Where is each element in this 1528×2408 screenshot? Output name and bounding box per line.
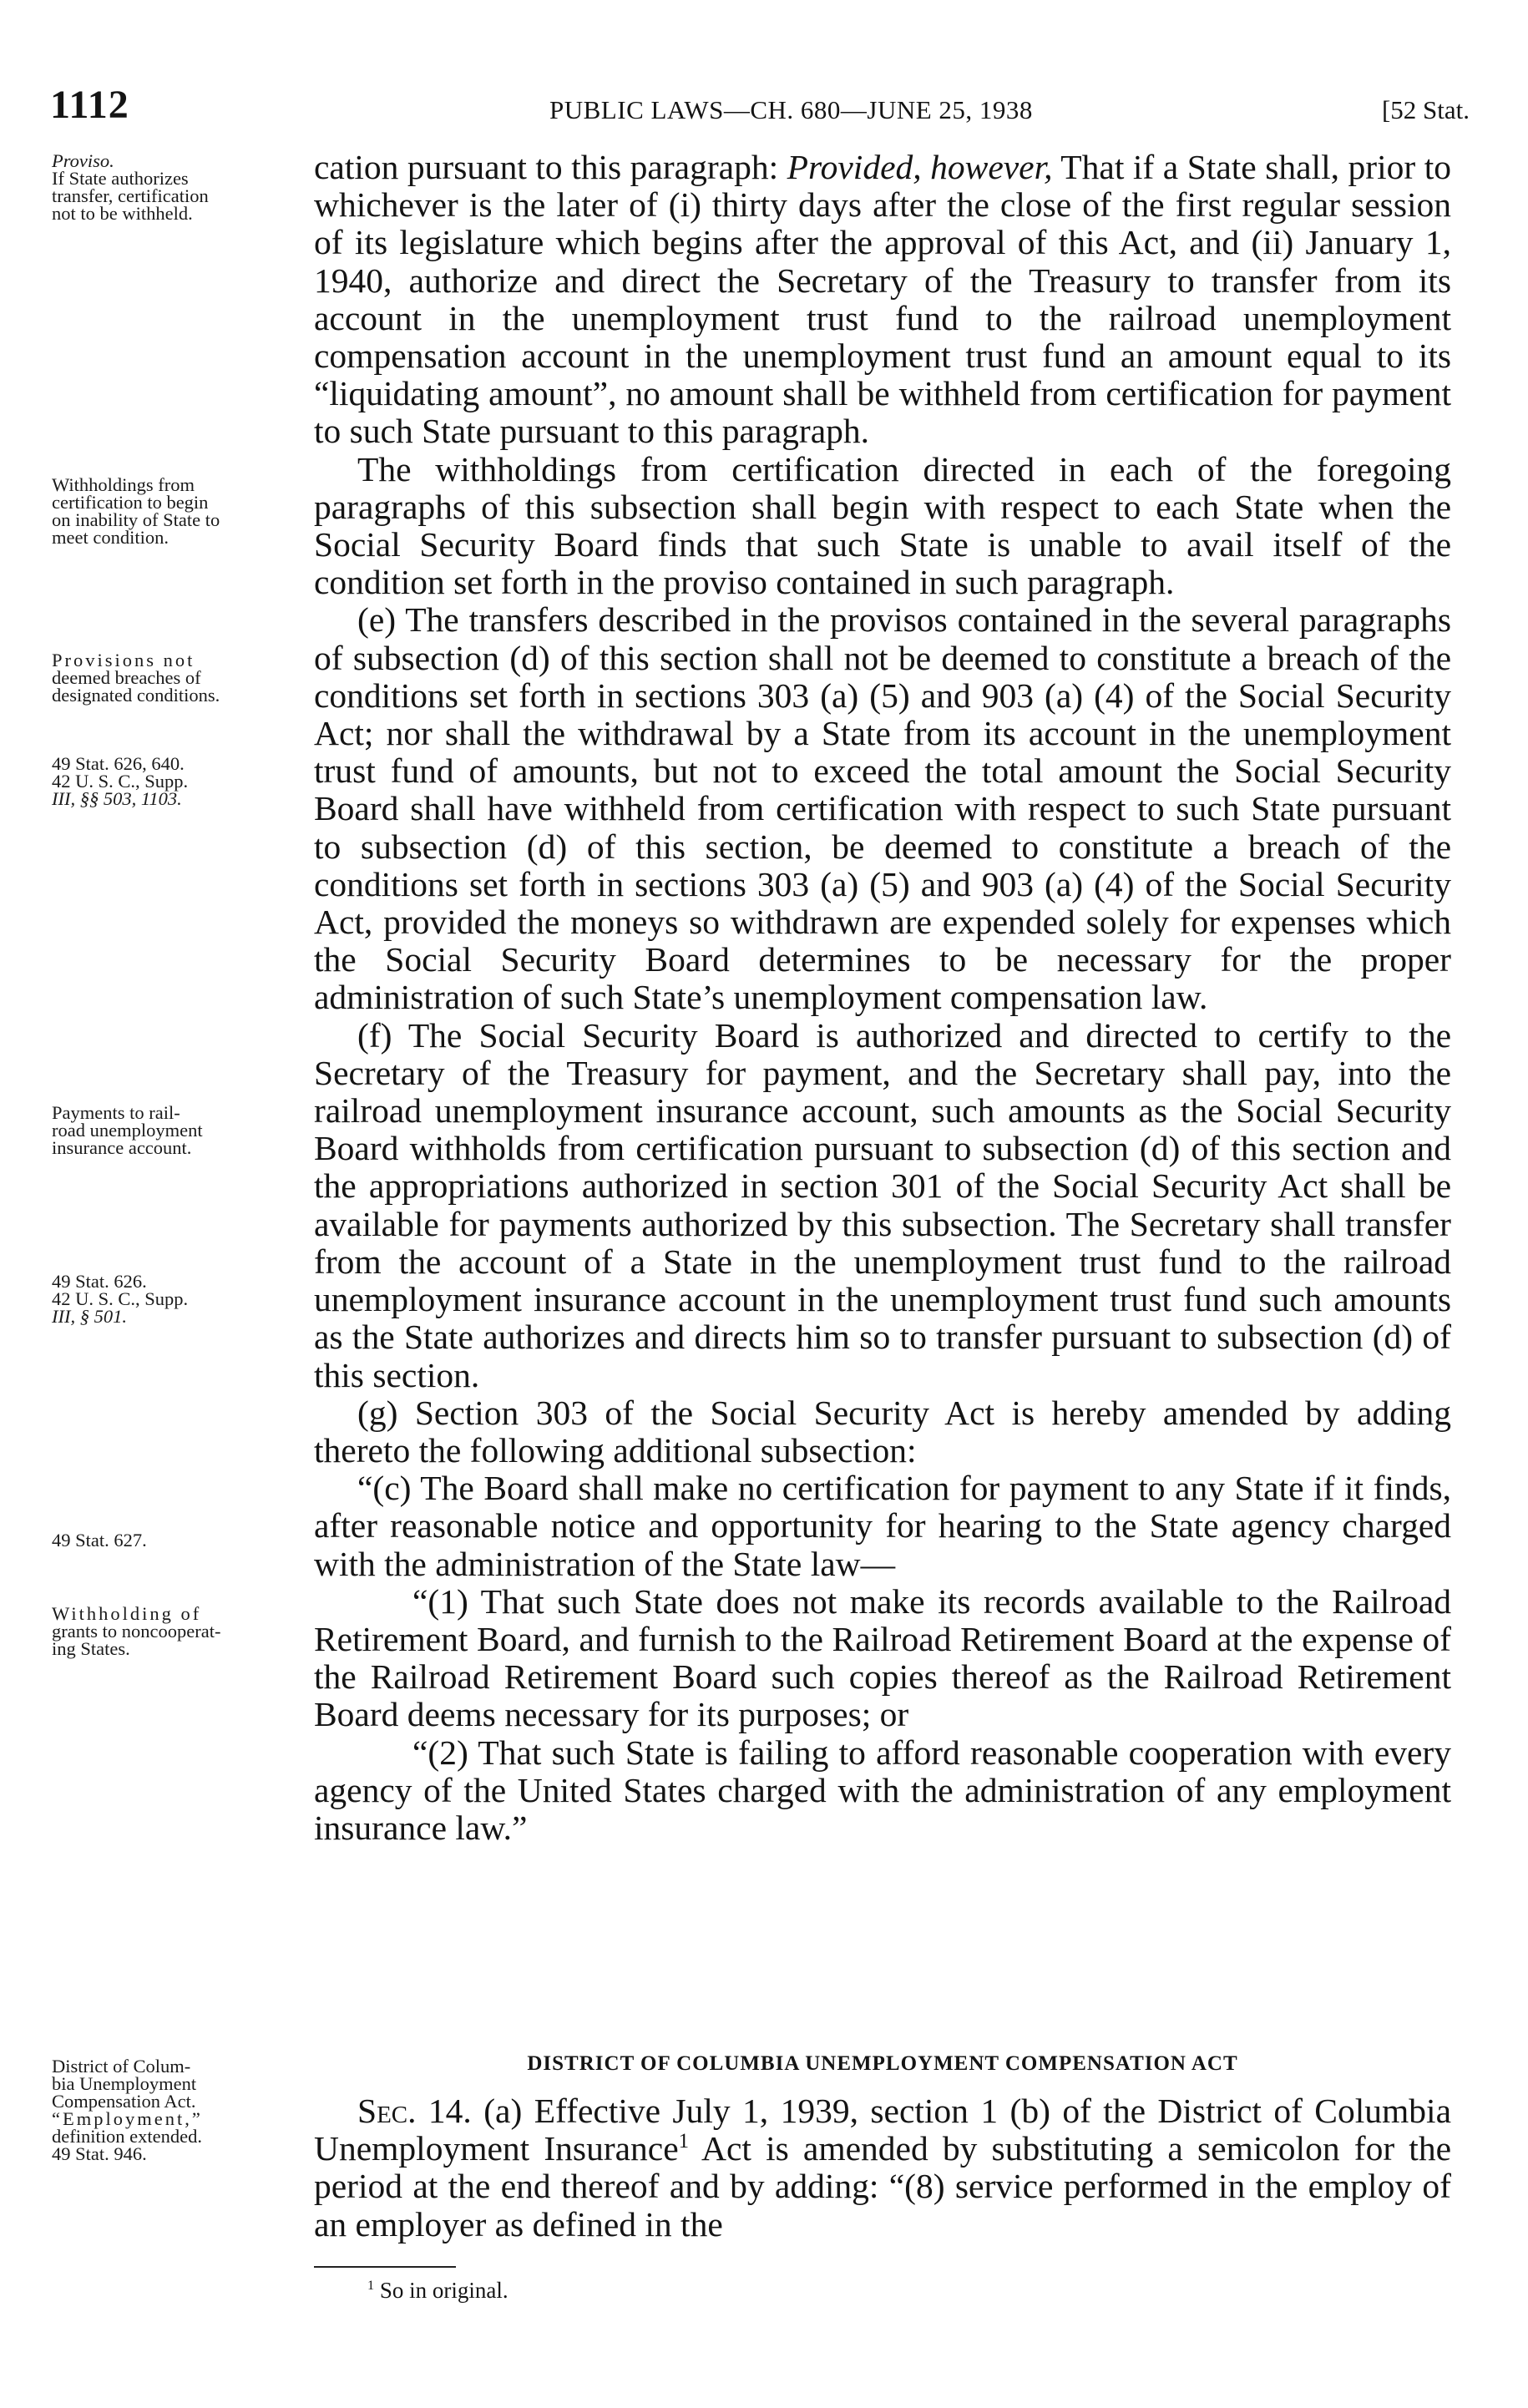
- margin-note-line: 49 Stat. 626, 640.: [52, 753, 185, 774]
- footnote-mark: 1: [367, 2278, 375, 2293]
- margin-note-line: insurance account.: [52, 1137, 192, 1158]
- main-text: [314, 149, 1451, 1847]
- margin-note-provisions: [52, 651, 302, 704]
- margin-note-line: on inability of State to: [52, 509, 220, 530]
- margin-note-line: 42 U. S. C., Supp.: [52, 771, 189, 792]
- margin-note-proviso: [52, 152, 302, 222]
- margin-note-line: grants to noncooperat-: [52, 1621, 221, 1642]
- margin-note-line: 42 U. S. C., Supp.: [52, 1288, 189, 1309]
- margin-note-citation-3: [52, 1531, 302, 1549]
- margin-note-line: District of Colum-: [52, 2056, 191, 2077]
- running-header: [50, 82, 1470, 132]
- paragraph-withholdings: The withholdings from certification directed in each of the foregoing paragraphs of this subsection shall begin with respect to each State when the Social Security Board finds that such State is unable to avail itself of the condition set forth in the proviso contained in such paragraph.: [314, 449, 1451, 602]
- margin-note-line: If State authorizes: [52, 168, 189, 189]
- margin-note-dc: [52, 2057, 302, 2163]
- footnote-text: So in original.: [374, 2278, 508, 2303]
- margin-note-line: meet condition.: [52, 527, 169, 548]
- margin-note-citation-2: [52, 1272, 302, 1325]
- margin-note-line: Payments to rail-: [52, 1102, 180, 1123]
- margin-note-citation-1: [52, 755, 302, 807]
- margin-note-line: Withholding of: [52, 1603, 202, 1624]
- margin-note-line: not to be withheld.: [52, 203, 193, 224]
- margin-note-line: 49 Stat. 946.: [52, 2143, 147, 2164]
- margin-note-line: definition extended.: [52, 2126, 202, 2147]
- section-label: Sec. 14.: [357, 2092, 472, 2130]
- margin-note-line: 49 Stat. 626.: [52, 1271, 147, 1292]
- stat-reference: [52 Stat.: [1381, 95, 1470, 124]
- paragraph-c-2: “(2) That such State is failing to afford reasonable cooperation with every agency of the United States charged with the administration of any employment insurance law.”: [314, 1733, 1451, 1847]
- margin-note-line: certification to begin: [52, 492, 209, 513]
- margin-note-line: “Employment,”: [52, 2108, 203, 2129]
- margin-note-line: deemed breaches of: [52, 667, 201, 688]
- margin-note-withholdings: [52, 476, 302, 546]
- margin-note-payments: [52, 1104, 302, 1156]
- paragraph-e: (e) The transfers described in the provisos contained in the several paragraphs of subsection (d) of this section shall not be deemed to constitute a breach of the conditions set forth in sections 303 (a) (5) and 903 (a) (4) of the Social Security Act; nor shall the withdrawal by a State from its account in the unemployment trust fund of amounts, but not to exceed the total amount the Social Security Board shall have withheld from certification with respect to such State pursuant to subsection (d) of this section, be deemed to constitute a breach of the conditions set forth in sections 303 (a) (5) and 903 (a) (4) of the Social Security Act, provided the moneys so withdrawn are expended solely for expenses which the Social Security Board determines to be necessary for the proper administration of such State’s unemployment compensation law.: [314, 600, 1451, 1017]
- paragraph-c-quote: “(c) The Board shall make no certification for payment to any State if it finds, after reasonable notice and opportunity for hearing to the State agency charged with the administration of the State law—: [314, 1469, 1451, 1583]
- paragraph-f: (f) The Social Security Board is authorized and directed to certify to the Secretary of the Treasury for payment, and the Secretary shall pay, into the railroad unemployment insurance account, such amounts as the Social Security Board withholds from certification pursuant to subsection (d) of this section and the appropriations authorized in section 301 of the Social Security Act shall be available for payments authorized by this subsection. The Secretary shall transfer from the account of a State in the unemployment trust fund to the railroad unemployment insurance account in the unemployment trust fund such amounts as the State authorizes and directs him so to transfer pursuant to subsection (d) of this section.: [314, 1015, 1451, 1394]
- running-head: PUBLIC LAWS—CH. 680—JUNE 25, 1938: [549, 95, 1033, 124]
- paragraph-proviso: cation pursuant to this paragraph: Provided, however, That if a State shall, prior to whichever is the later of (i) thirty days after the close of the first regular session of its legislature which begins after the approval of this Act, and (ii) January 1, 1940, authorize and direct the Secretary of the Treasury to transfer from its account in the unemployment trust fund to the railroad unemployment compensation account in the unemployment trust fund an amount equal to its “liquidating amount”, no amount shall be withheld from certification for payment to such State pursuant to this paragraph.: [314, 148, 1451, 451]
- paragraph-c-1: “(1) That such State does not make its records available to the Railroad Retirement Board, and furnish to the Railroad Retirement Board at the expense of the Railroad Retirement Board such copies thereof as the Railroad Retirement Board deems necessary for its purposes; or: [314, 1581, 1451, 1734]
- margin-note-line: Proviso.: [52, 150, 114, 171]
- paragraph-sec-14: Sec. 14. (a) Effective July 1, 1939, section 1 (b) of the District of Columbia Unemployment Insurance$^1$ Act is amended by substituting a semicolon for the period at the end thereof and by adding: “(8) service performed in the employ of an employer as defined in the: [314, 2092, 1452, 2244]
- margin-note-line: designated conditions.: [52, 685, 220, 706]
- proviso-keyword: Provided, however,: [787, 148, 1053, 186]
- margin-note-line: road unemployment: [52, 1120, 203, 1141]
- margin-note-line: transfer, certification: [52, 185, 209, 206]
- footnote-reference: 1: [678, 2130, 690, 2153]
- footnote: [367, 2278, 508, 2304]
- margin-note-line: bia Unemployment: [52, 2073, 197, 2094]
- paragraph-g: (g) Section 303 of the Social Security Act is hereby amended by adding thereto the following additional subsection:: [314, 1393, 1451, 1470]
- margin-note-line: Compensation Act.: [52, 2091, 196, 2112]
- margin-note-line: ing States.: [52, 1638, 130, 1659]
- section-14: [314, 2092, 1451, 2244]
- section-heading: DISTRICT OF COLUMBIA UNEMPLOYMENT COMPENSATION ACT: [527, 2052, 1238, 2075]
- margin-note-line: Withholdings from: [52, 474, 195, 495]
- footnote-rule: [314, 2266, 456, 2268]
- page-number: 1112: [50, 83, 129, 127]
- margin-note-grants: [52, 1605, 302, 1657]
- margin-note-line: Provisions not: [52, 650, 195, 670]
- margin-note-line: 49 Stat. 627.: [52, 1530, 147, 1551]
- margin-note-line: III, §§ 503, 1103.: [52, 788, 182, 809]
- margin-note-line: III, § 501.: [52, 1306, 127, 1327]
